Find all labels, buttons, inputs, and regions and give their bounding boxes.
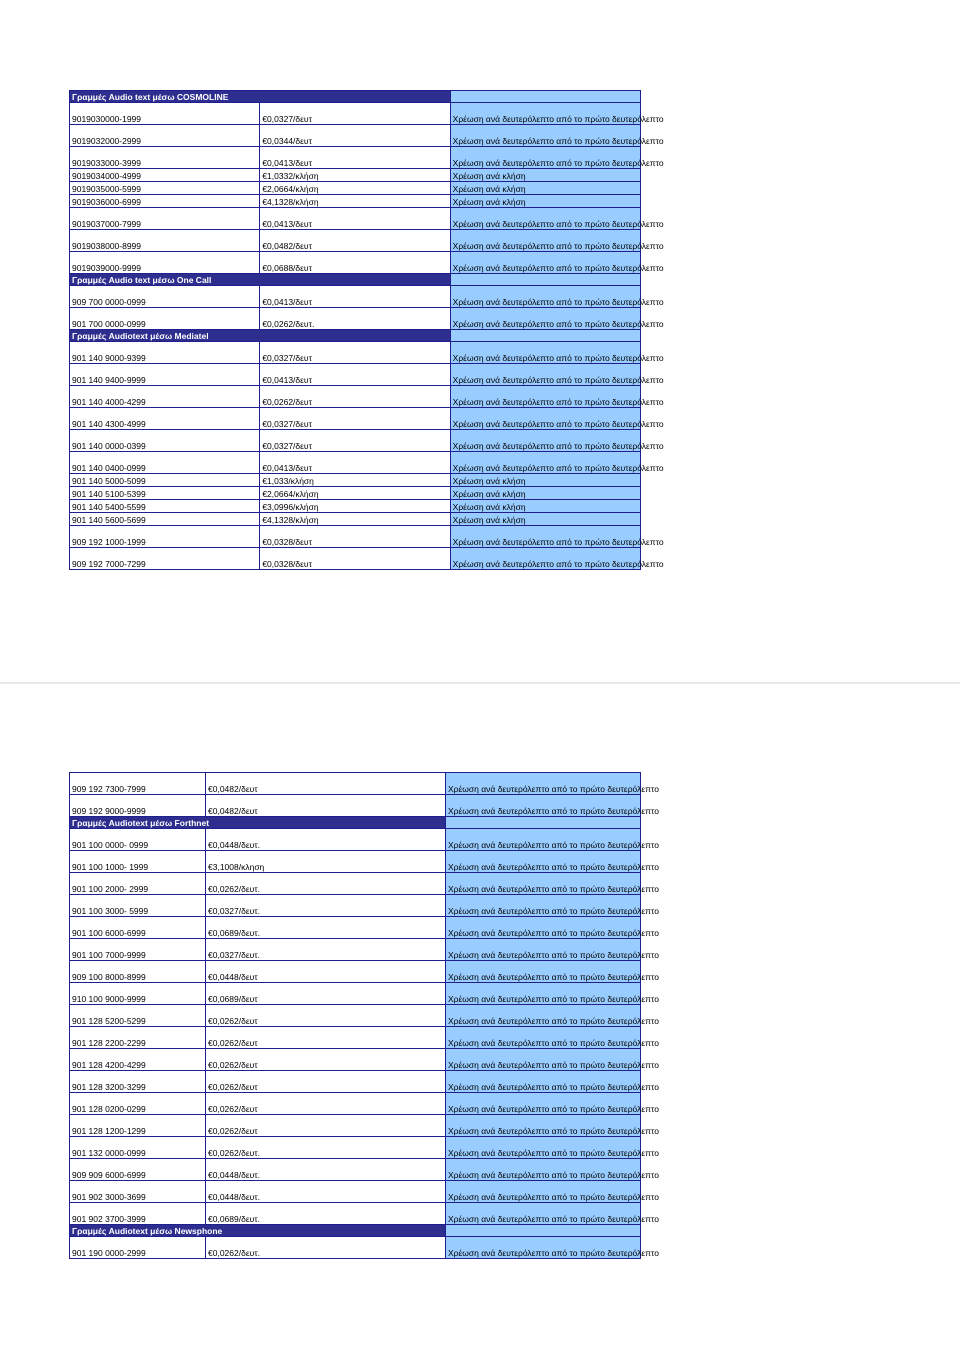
price-cell: €0,0344/δευτ <box>260 125 450 147</box>
price-cell: €2,0664/κλήση <box>260 487 450 500</box>
price-cell: €0,0262/δευτ <box>206 1005 446 1027</box>
price-cell: €0,0262/δευτ. <box>206 1137 446 1159</box>
table-row <box>70 983 641 1005</box>
number-range-cell: 901 140 4000-4299 <box>70 386 260 408</box>
section-header-filler <box>450 274 640 286</box>
price-cell: €3,0996/κλήση <box>260 500 450 513</box>
charge-type-cell: Χρέωση ανά δευτερόλεπτο από το πρώτο δευτερόλεπτο <box>446 1027 641 1049</box>
price-cell: €0,0328/δευτ <box>260 526 450 548</box>
charge-type-cell: Χρέωση ανά δευτερόλεπτο από το πρώτο δευτερόλεπτο <box>450 147 640 169</box>
document-page-2 <box>0 684 960 1367</box>
price-cell: €2,0664/κλήση <box>260 182 450 195</box>
price-cell: €0,0262/δευτ <box>206 1071 446 1093</box>
table-row <box>70 917 641 939</box>
charge-type-cell: Χρέωση ανά κλήση <box>450 513 640 526</box>
price-cell: €0,0262/δευτ. <box>260 308 450 330</box>
price-cell: €0,0327/δευτ <box>260 342 450 364</box>
table-row <box>70 182 641 195</box>
table-row <box>70 474 641 487</box>
price-cell: €0,0688/δευτ <box>260 252 450 274</box>
table-row <box>70 452 641 474</box>
number-range-cell: 901 902 3000-3699 <box>70 1181 206 1203</box>
charge-type-cell: Χρέωση ανά δευτερόλεπτο από το πρώτο δευτερόλεπτο <box>450 125 640 147</box>
charge-type-cell: Χρέωση ανά δευτερόλεπτο από το πρώτο δευτερόλεπτο <box>446 1115 641 1137</box>
table-row <box>70 487 641 500</box>
charge-type-cell: Χρέωση ανά κλήση <box>450 195 640 208</box>
number-range-cell: 901 700 0000-0999 <box>70 308 260 330</box>
table-row <box>70 500 641 513</box>
table-row <box>70 342 641 364</box>
number-range-cell: 909 909 6000-6999 <box>70 1159 206 1181</box>
table-row <box>70 961 641 983</box>
charge-type-cell: Χρέωση ανά κλήση <box>450 500 640 513</box>
table-row <box>70 286 641 308</box>
price-cell: €0,0262/δευτ <box>206 1049 446 1071</box>
table-row <box>70 364 641 386</box>
charge-type-cell: Χρέωση ανά δευτερόλεπτο από το πρώτο δευτερόλεπτο <box>446 851 641 873</box>
charge-type-cell: Χρέωση ανά δευτερόλεπτο από το πρώτο δευτερόλεπτο <box>450 103 640 125</box>
charge-type-cell: Χρέωση ανά δευτερόλεπτο από το πρώτο δευτερόλεπτο <box>450 230 640 252</box>
charge-type-cell: Χρέωση ανά δευτερόλεπτο από το πρώτο δευτερόλεπτο <box>450 286 640 308</box>
price-cell: €0,0413/δευτ <box>260 286 450 308</box>
table-row <box>70 1203 641 1225</box>
number-range-cell: 909 192 1000-1999 <box>70 526 260 548</box>
price-cell: €0,0413/δευτ <box>260 364 450 386</box>
price-cell: €0,0689/δευτ. <box>206 917 446 939</box>
number-range-cell: 901 128 1200-1299 <box>70 1115 206 1137</box>
price-cell: €0,0327/δευτ <box>260 408 450 430</box>
price-cell: €0,0413/δευτ <box>260 452 450 474</box>
price-cell: €1,033/κλήση <box>260 474 450 487</box>
table-row <box>70 386 641 408</box>
number-range-cell: 9019039000-9999 <box>70 252 260 274</box>
section-title: Γραμμές Audio text μέσω One Call <box>70 274 451 286</box>
number-range-cell: 9019030000-1999 <box>70 103 260 125</box>
rates-table-page-2 <box>69 772 659 1259</box>
price-cell: €4,1328/κλήση <box>260 513 450 526</box>
number-range-cell: 909 100 8000-8999 <box>70 961 206 983</box>
section-header-row <box>70 1225 641 1237</box>
charge-type-cell: Χρέωση ανά δευτερόλεπτο από το πρώτο δευτερόλεπτο <box>446 983 641 1005</box>
charge-type-cell: Χρέωση ανά δευτερόλεπτο από το πρώτο δευτερόλεπτο <box>446 1203 641 1225</box>
charge-type-cell: Χρέωση ανά δευτερόλεπτο από το πρώτο δευτερόλεπτο <box>446 773 641 795</box>
charge-type-cell: Χρέωση ανά δευτερόλεπτο από το πρώτο δευτερόλεπτο <box>450 430 640 452</box>
table-row <box>70 230 641 252</box>
number-range-cell: 901 128 0200-0299 <box>70 1093 206 1115</box>
number-range-cell: 901 190 0000-2999 <box>70 1237 206 1259</box>
charge-type-cell: Χρέωση ανά δευτερόλεπτο από το πρώτο δευτερόλεπτο <box>446 873 641 895</box>
table-row <box>70 195 641 208</box>
charge-type-cell: Χρέωση ανά δευτερόλεπτο από το πρώτο δευτερόλεπτο <box>446 829 641 851</box>
section-header-row <box>70 330 641 342</box>
table-row <box>70 1159 641 1181</box>
price-cell: €0,0448/δευτ <box>206 961 446 983</box>
charge-type-cell: Χρέωση ανά δευτερόλεπτο από το πρώτο δευτερόλεπτο <box>446 1071 641 1093</box>
number-range-cell: 901 140 9400-9999 <box>70 364 260 386</box>
charge-type-cell: Χρέωση ανά δευτερόλεπτο από το πρώτο δευτερόλεπτο <box>450 308 640 330</box>
number-range-cell: 909 192 7000-7299 <box>70 548 260 570</box>
charge-type-cell: Χρέωση ανά δευτερόλεπτο από το πρώτο δευτερόλεπτο <box>450 252 640 274</box>
number-range-cell: 909 192 9000-9999 <box>70 795 206 817</box>
section-header-row <box>70 274 641 286</box>
price-cell: €0,0327/δευτ <box>260 430 450 452</box>
table-row <box>70 252 641 274</box>
number-range-cell: 901 128 5200-5299 <box>70 1005 206 1027</box>
number-range-cell: 901 140 5400-5599 <box>70 500 260 513</box>
rates-table-page-1 <box>69 90 664 570</box>
table-row <box>70 169 641 182</box>
number-range-cell: 909 192 7300-7999 <box>70 773 206 795</box>
charge-type-cell: Χρέωση ανά δευτερόλεπτο από το πρώτο δευτερόλεπτο <box>450 408 640 430</box>
charge-type-cell: Χρέωση ανά δευτερόλεπτο από το πρώτο δευτερόλεπτο <box>446 895 641 917</box>
table-row <box>70 430 641 452</box>
section-header-filler <box>446 817 641 829</box>
table-row <box>70 125 641 147</box>
table-row <box>70 147 641 169</box>
table-row <box>70 851 641 873</box>
price-cell: €0,0482/δευτ <box>206 795 446 817</box>
table-row <box>70 1071 641 1093</box>
number-range-cell: 901 140 9000-9399 <box>70 342 260 364</box>
table-row <box>70 208 641 230</box>
number-range-cell: 9019034000-4999 <box>70 169 260 182</box>
number-range-cell: 9019033000-3999 <box>70 147 260 169</box>
price-cell: €0,0262/δευτ <box>206 1115 446 1137</box>
price-cell: €3,1008/κληση <box>206 851 446 873</box>
charge-type-cell: Χρέωση ανά δευτερόλεπτο από το πρώτο δευτερόλεπτο <box>446 917 641 939</box>
price-cell: €0,0262/δευτ. <box>206 873 446 895</box>
number-range-cell: 901 100 1000- 1999 <box>70 851 206 873</box>
table-row <box>70 408 641 430</box>
number-range-cell: 9019036000-6999 <box>70 195 260 208</box>
table-row <box>70 873 641 895</box>
price-cell: €0,0689/δευτ. <box>206 1203 446 1225</box>
price-cell: €0,0448/δευτ. <box>206 829 446 851</box>
table-row <box>70 939 641 961</box>
charge-type-cell: Χρέωση ανά δευτερόλεπτο από το πρώτο δευτερόλεπτο <box>450 526 640 548</box>
document-page-1 <box>0 0 960 682</box>
number-range-cell: 901 128 4200-4299 <box>70 1049 206 1071</box>
section-title: Γραμμές Audiotext μέσω Newsphone <box>70 1225 446 1237</box>
charge-type-cell: Χρέωση ανά δευτερόλεπτο από το πρώτο δευτερόλεπτο <box>446 795 641 817</box>
number-range-cell: 9019038000-8999 <box>70 230 260 252</box>
number-range-cell: 901 132 0000-0999 <box>70 1137 206 1159</box>
price-cell: €0,0262/δευτ. <box>206 1237 446 1259</box>
number-range-cell: 901 100 2000- 2999 <box>70 873 206 895</box>
charge-type-cell: Χρέωση ανά δευτερόλεπτο από το πρώτο δευτερόλεπτο <box>450 452 640 474</box>
number-range-cell: 901 902 3700-3999 <box>70 1203 206 1225</box>
charge-type-cell: Χρέωση ανά δευτερόλεπτο από το πρώτο δευτερόλεπτο <box>446 939 641 961</box>
charge-type-cell: Χρέωση ανά κλήση <box>450 487 640 500</box>
price-cell: €0,0413/δευτ <box>260 208 450 230</box>
charge-type-cell: Χρέωση ανά δευτερόλεπτο από το πρώτο δευτερόλεπτο <box>446 1137 641 1159</box>
number-range-cell: 9019035000-5999 <box>70 182 260 195</box>
price-cell: €0,0448/δευτ. <box>206 1181 446 1203</box>
number-range-cell: 901 140 0000-0399 <box>70 430 260 452</box>
table-row <box>70 1005 641 1027</box>
table-row <box>70 829 641 851</box>
number-range-cell: 9019032000-2999 <box>70 125 260 147</box>
number-range-cell: 901 100 6000-6999 <box>70 917 206 939</box>
price-cell: €0,0413/δευτ <box>260 147 450 169</box>
charge-type-cell: Χρέωση ανά δευτερόλεπτο από το πρώτο δευτερόλεπτο <box>450 364 640 386</box>
charge-type-cell: Χρέωση ανά δευτερόλεπτο από το πρώτο δευτερόλεπτο <box>446 1181 641 1203</box>
section-title: Γραμμές Audio text μέσω COSMOLINE <box>70 91 451 103</box>
number-range-cell: 901 140 5600-5699 <box>70 513 260 526</box>
number-range-cell: 901 140 4300-4999 <box>70 408 260 430</box>
number-range-cell: 901 100 7000-9999 <box>70 939 206 961</box>
section-header-row <box>70 91 641 103</box>
number-range-cell: 901 100 0000- 0999 <box>70 829 206 851</box>
price-cell: €0,0482/δευτ <box>206 773 446 795</box>
price-cell: €0,0482/δευτ <box>260 230 450 252</box>
number-range-cell: 901 128 2200-2299 <box>70 1027 206 1049</box>
price-cell: €0,0262/δευτ <box>206 1093 446 1115</box>
price-cell: €0,0689/δευτ <box>206 983 446 1005</box>
table-row <box>70 1093 641 1115</box>
charge-type-cell: Χρέωση ανά κλήση <box>450 474 640 487</box>
charge-type-cell: Χρέωση ανά δευτερόλεπτο από το πρώτο δευτερόλεπτο <box>446 1159 641 1181</box>
table-row <box>70 548 641 570</box>
charge-type-cell: Χρέωση ανά δευτερόλεπτο από το πρώτο δευτερόλεπτο <box>450 342 640 364</box>
charge-type-cell: Χρέωση ανά δευτερόλεπτο από το πρώτο δευτερόλεπτο <box>450 386 640 408</box>
number-range-cell: 901 140 5000-5099 <box>70 474 260 487</box>
section-title: Γραμμές Audiotext μέσω Mediatel <box>70 330 451 342</box>
table-row <box>70 1115 641 1137</box>
table-row <box>70 1027 641 1049</box>
number-range-cell: 910 100 9000-9999 <box>70 983 206 1005</box>
number-range-cell: 909 700 0000-0999 <box>70 286 260 308</box>
charge-type-cell: Χρέωση ανά δευτερόλεπτο από το πρώτο δευτερόλεπτο <box>446 1005 641 1027</box>
price-cell: €0,0328/δευτ <box>260 548 450 570</box>
charge-type-cell: Χρέωση ανά δευτερόλεπτο από το πρώτο δευτερόλεπτο <box>446 1237 641 1259</box>
table-row <box>70 795 641 817</box>
table-row <box>70 1137 641 1159</box>
section-header-filler <box>450 91 640 103</box>
charge-type-cell: Χρέωση ανά δευτερόλεπτο από το πρώτο δευτερόλεπτο <box>450 548 640 570</box>
number-range-cell: 901 128 3200-3299 <box>70 1071 206 1093</box>
section-header-row <box>70 817 641 829</box>
charge-type-cell: Χρέωση ανά δευτερόλεπτο από το πρώτο δευτερόλεπτο <box>450 208 640 230</box>
section-header-filler <box>450 330 640 342</box>
number-range-cell: 901 100 3000- 5999 <box>70 895 206 917</box>
table-row <box>70 103 641 125</box>
charge-type-cell: Χρέωση ανά δευτερόλεπτο από το πρώτο δευτερόλεπτο <box>446 961 641 983</box>
price-cell: €4,1328/κλήση <box>260 195 450 208</box>
charge-type-cell: Χρέωση ανά κλήση <box>450 182 640 195</box>
number-range-cell: 901 140 0400-0999 <box>70 452 260 474</box>
table-row <box>70 513 641 526</box>
table-row <box>70 1181 641 1203</box>
number-range-cell: 901 140 5100-5399 <box>70 487 260 500</box>
table-row <box>70 526 641 548</box>
table-row <box>70 895 641 917</box>
section-header-filler <box>446 1225 641 1237</box>
price-cell: €0,0262/δευτ <box>206 1027 446 1049</box>
price-cell: €0,0262/δευτ <box>260 386 450 408</box>
table-row <box>70 773 641 795</box>
price-cell: €0,0327/δευτ <box>260 103 450 125</box>
price-cell: €0,0327/δευτ. <box>206 939 446 961</box>
number-range-cell: 9019037000-7999 <box>70 208 260 230</box>
table-row <box>70 1237 641 1259</box>
charge-type-cell: Χρέωση ανά κλήση <box>450 169 640 182</box>
charge-type-cell: Χρέωση ανά δευτερόλεπτο από το πρώτο δευτερόλεπτο <box>446 1093 641 1115</box>
price-cell: €1,0332/κλήση <box>260 169 450 182</box>
section-title: Γραμμές Audiotext μέσω Forthnet <box>70 817 446 829</box>
price-cell: €0,0327/δευτ. <box>206 895 446 917</box>
price-cell: €0,0448/δευτ. <box>206 1159 446 1181</box>
table-row <box>70 308 641 330</box>
table-row <box>70 1049 641 1071</box>
charge-type-cell: Χρέωση ανά δευτερόλεπτο από το πρώτο δευτερόλεπτο <box>446 1049 641 1071</box>
